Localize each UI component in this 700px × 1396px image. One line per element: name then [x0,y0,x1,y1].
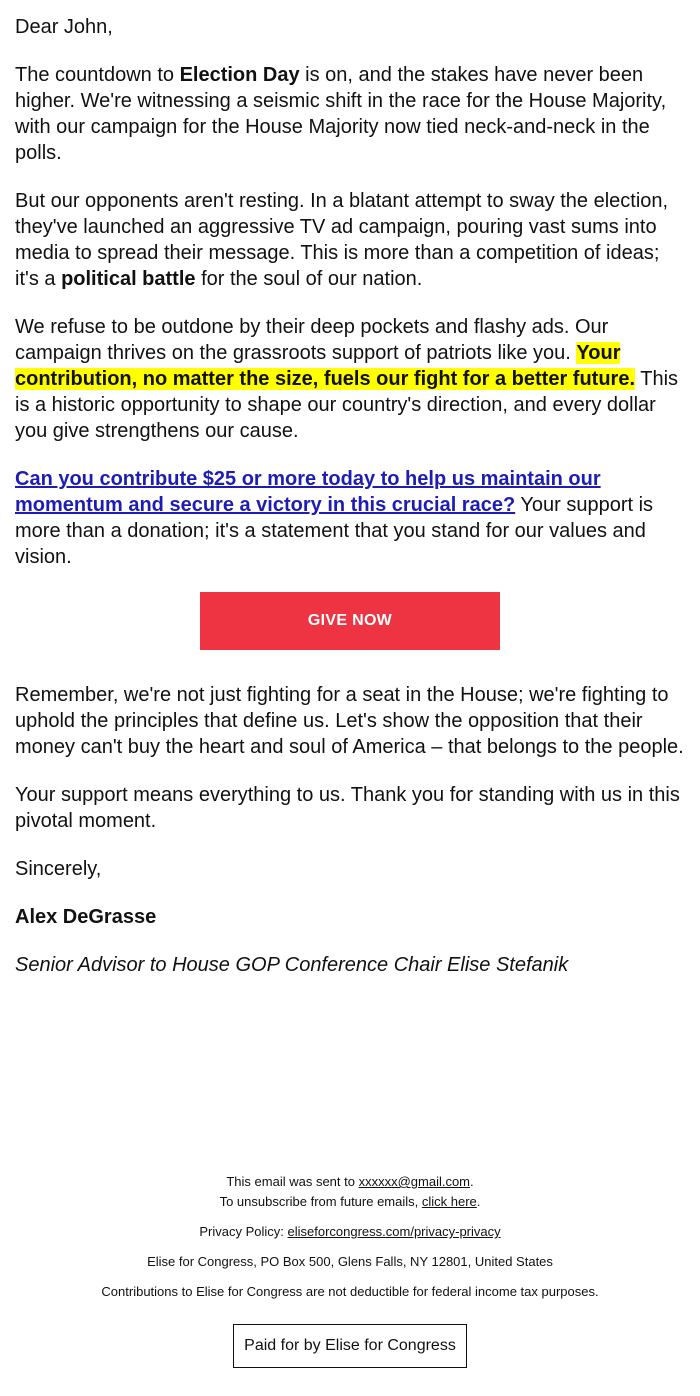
paragraph-thanks: Your support means everything to us. Thank you for standing with us in this pivotal moment. [15,784,680,832]
paragraph-grassroots-text-2: This is a historic opportunity to shape our country's direction, and every dollar you give strengthens our cause. [15,368,679,442]
cta-container [15,592,687,650]
email-footer [0,1172,700,1368]
unsubscribe-prefix: To unsubscribe from future emails, [219,1194,422,1209]
privacy-prefix: Privacy Policy: [199,1224,288,1239]
paragraph-opponents-text-2: for the soul of our nation. [195,268,423,290]
paragraph-grassroots [15,314,687,444]
greeting: Dear John, [15,16,113,38]
paragraph-countdown-text-2: is on, and the stakes have never been higher. We're witnessing a seismic shift in the race for the House Majority, with our campaign for the House Majority now tied neck-and-neck in the polls. [15,64,667,164]
highlighted-contribution-text: Your contribution, no matter the size, fuels our fight for a better future. [15,342,636,390]
footer-privacy [0,1222,700,1242]
sent-to-prefix: This email was sent to [226,1174,359,1189]
paragraph-remember: Remember, we're not just fighting for a seat in the House; we're fighting to uphold the principles that define us. Let's show the opposition that their money can't buy the heart and soul of America – that belongs to the people. [15,684,684,758]
signature-title: Senior Advisor to House GOP Conference Chair Elise Stefanik [15,954,569,976]
paragraph-countdown-text-1: The countdown to [15,64,180,86]
paragraph-opponents-text-1: But our opponents aren't resting. In a blatant attempt to sway the election, they've launched an aggressive TV ad campaign, pouring vast sums into media to spread their message. This is more than a competition of ideas; it's a [15,190,669,290]
email-body [15,14,687,1000]
contribute-25-link[interactable]: Can you contribute $25 or more today to help us maintain our momentum and secure a victory in this crucial race? [15,468,601,516]
paragraph-ask-text: Your support is more than a donation; it's a statement that you stand for our values and vision. [15,494,654,568]
paragraph-countdown [15,62,687,166]
recipient-email-link[interactable]: xxxxxx@gmail.com [358,1174,471,1189]
sent-to-suffix: . [470,1174,474,1189]
footer-address: Elise for Congress, PO Box 500, Glens Falls, NY 12801, United States [147,1254,553,1269]
unsubscribe-link[interactable]: click here [421,1194,477,1209]
signature-name: Alex DeGrasse [15,906,157,928]
unsubscribe-suffix: . [476,1194,481,1209]
give-now-button[interactable]: GIVE NOW [200,592,500,650]
election-day-bold: Election Day [179,64,300,86]
paragraph-grassroots-text-1: We refuse to be outdone by their deep pockets and flashy ads. Our campaign thrives on the grassroots support of patriots like you. [15,316,609,364]
paid-for-disclaimer: Paid for by Elise for Congress [233,1324,467,1368]
privacy-policy-link[interactable]: eliseforcongress.com/privacy-privacy [287,1224,501,1239]
political-battle-bold: political battle [61,268,196,290]
closing: Sincerely, [15,858,102,880]
paragraph-ask [15,466,687,570]
footer-tax-notice: Contributions to Elise for Congress are not deductible for federal income tax purposes. [101,1284,599,1299]
footer-recipient-info [0,1172,700,1212]
paragraph-opponents [15,188,687,292]
